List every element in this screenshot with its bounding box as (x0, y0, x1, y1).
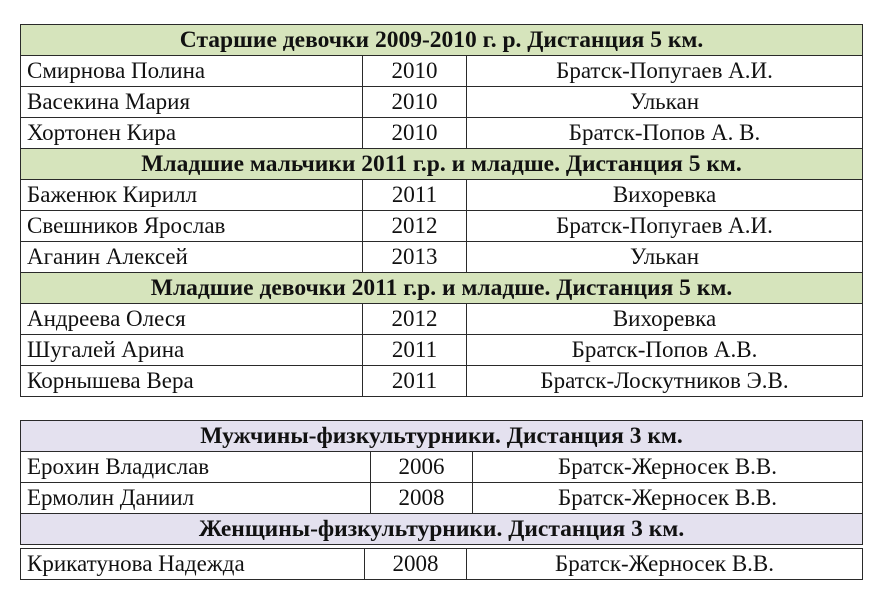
participant-name: Ерохин Владислав (21, 452, 371, 483)
birth-year: 2010 (363, 87, 467, 118)
table-row (21, 180, 863, 211)
club-coach: Братск-Попов А.В. (467, 335, 863, 366)
birth-year: 2011 (363, 335, 467, 366)
table-row (21, 242, 863, 273)
table-row (21, 483, 863, 514)
birth-year: 2012 (363, 304, 467, 335)
participant-name: Корнышева Вера (21, 366, 363, 397)
group-header-row (21, 514, 863, 545)
table-row (21, 211, 863, 242)
birth-year: 2011 (363, 180, 467, 211)
club-coach: Братск-Попугаев А.И. (467, 211, 863, 242)
club-coach: Улькан (467, 242, 863, 273)
group-title: Мужчины-физкультурники. Дистанция 3 км. (21, 421, 863, 452)
club-coach: Братск-Жерносек В.В. (473, 483, 863, 514)
group-title: Старшие девочки 2009-2010 г. р. Дистанция 5 км. (21, 25, 863, 56)
birth-year: 2011 (363, 366, 467, 397)
table-row (21, 366, 863, 397)
participant-name: Андреева Олеся (21, 304, 363, 335)
club-coach: Братск-Попов А. В. (467, 118, 863, 149)
group-header-row (21, 273, 863, 304)
table-row (21, 118, 863, 149)
group-title: Младшие мальчики 2011 г.р. и младше. Дистанция 5 км. (21, 149, 863, 180)
birth-year: 2012 (363, 211, 467, 242)
group-header-row (21, 149, 863, 180)
birth-year: 2006 (371, 452, 473, 483)
participant-name: Свешников Ярослав (21, 211, 363, 242)
birth-year: 2010 (363, 56, 467, 87)
participant-name: Хортонен Кира (21, 118, 363, 149)
participant-name: Ермолин Даниил (21, 483, 371, 514)
table-row (21, 452, 863, 483)
group-header-row (21, 421, 863, 452)
birth-year: 2013 (363, 242, 467, 273)
participant-name: Аганин Алексей (21, 242, 363, 273)
results-table-3km (20, 420, 863, 545)
results-table-5km (20, 24, 863, 397)
participant-name: Баженюк Кирилл (21, 180, 363, 211)
club-coach: Братск-Жерносек В.В. (467, 549, 863, 580)
club-coach: Вихоревка (467, 180, 863, 211)
table-row (21, 335, 863, 366)
table-row (21, 549, 863, 580)
table-row (21, 56, 863, 87)
birth-year: 2010 (363, 118, 467, 149)
participant-name: Васекина Мария (21, 87, 363, 118)
club-coach: Братск-Жерносек В.В. (473, 452, 863, 483)
club-coach: Братск-Попугаев А.И. (467, 56, 863, 87)
group-header-row (21, 25, 863, 56)
group-title: Младшие девочки 2011 г.р. и младше. Дистанция 5 км. (21, 273, 863, 304)
group-title: Женщины-физкультурники. Дистанция 3 км. (21, 514, 863, 545)
participant-name: Шугалей Арина (21, 335, 363, 366)
club-coach: Братск-Лоскутников Э.В. (467, 366, 863, 397)
club-coach: Вихоревка (467, 304, 863, 335)
participant-name: Крикатунова Надежда (21, 549, 365, 580)
birth-year: 2008 (365, 549, 467, 580)
club-coach: Улькан (467, 87, 863, 118)
results-table-3km-women (20, 548, 863, 580)
participant-name: Смирнова Полина (21, 56, 363, 87)
table-row (21, 87, 863, 118)
birth-year: 2008 (371, 483, 473, 514)
table-row (21, 304, 863, 335)
